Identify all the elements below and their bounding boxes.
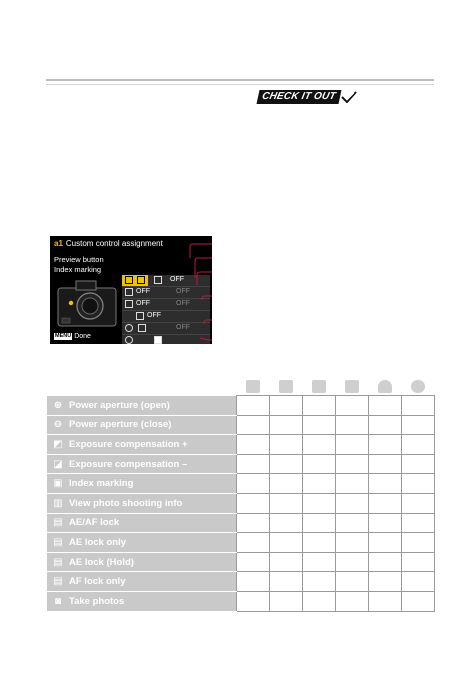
power-aperture-open-icon: ⊕ <box>53 399 63 411</box>
table-cell <box>237 572 270 592</box>
table-row <box>47 474 435 494</box>
preview-button-icon <box>246 380 260 393</box>
row-label: Take photos <box>69 595 125 607</box>
table-cell <box>369 513 402 533</box>
table-cell <box>402 552 435 572</box>
row-label: AE/AF lock <box>69 517 120 529</box>
table-cell <box>369 572 402 592</box>
table-row <box>47 552 435 572</box>
table-header-row <box>47 378 435 396</box>
table-cell <box>270 454 303 474</box>
table-cell <box>369 415 402 435</box>
menu-subtitle-1: Preview button <box>54 255 104 264</box>
table-cell <box>237 513 270 533</box>
table-cell <box>402 415 435 435</box>
row-label-cell <box>47 474 237 494</box>
table-cell <box>336 572 369 592</box>
index-marking-icon: ▣ <box>53 478 63 490</box>
table-cell <box>402 493 435 513</box>
take-photos-icon: ◙ <box>54 595 62 607</box>
table-cell <box>402 454 435 474</box>
row-label: Power aperture (open) <box>69 399 170 411</box>
table-cell <box>336 474 369 494</box>
table-cell <box>303 591 336 611</box>
table-cell <box>402 474 435 494</box>
exposure-comp-plus-icon: ◩ <box>53 438 63 450</box>
function-assignment-table <box>46 378 435 612</box>
table-cell <box>369 493 402 513</box>
callout-line-3 <box>197 272 212 285</box>
row-label: Power aperture (close) <box>69 419 172 431</box>
callout-line-4 <box>202 296 212 300</box>
ae-af-lock-icon: ▤ <box>53 517 63 529</box>
row-label-cell <box>47 415 237 435</box>
menu-title: a1 Custom control assignment <box>54 239 163 248</box>
table-row <box>47 572 435 592</box>
table-cell <box>303 474 336 494</box>
table-cell <box>270 396 303 416</box>
callout-line-2 <box>195 258 212 278</box>
table-row <box>47 533 435 553</box>
table-cell <box>237 474 270 494</box>
row-label-cell <box>47 533 237 553</box>
af-lock-only-icon: ▤ <box>53 576 63 588</box>
table-cell <box>270 513 303 533</box>
table-cell <box>270 474 303 494</box>
fn-button-icon <box>279 380 293 393</box>
menu-row-4[interactable]: OFF <box>122 311 210 323</box>
table-cell <box>237 415 270 435</box>
table-cell <box>303 552 336 572</box>
table-cell <box>237 552 270 572</box>
ae-lock-hold-icon: ▤ <box>53 556 63 568</box>
callout-line-5 <box>204 320 212 324</box>
callout-line-6 <box>200 338 212 340</box>
table-cell <box>369 533 402 553</box>
exposure-comp-minus-icon: ◪ <box>53 458 63 470</box>
table-cell <box>270 572 303 592</box>
table-cell <box>369 454 402 474</box>
row-label-cell <box>47 454 237 474</box>
table-row <box>47 435 435 455</box>
table-cell <box>303 533 336 553</box>
sub-selector-icon <box>312 380 326 393</box>
table-cell <box>336 513 369 533</box>
table-cell <box>402 572 435 592</box>
table-cell <box>336 591 369 611</box>
table-cell <box>237 454 270 474</box>
table-row <box>47 396 435 416</box>
table-cell <box>270 552 303 572</box>
table-cell <box>237 396 270 416</box>
row-label: Exposure compensation – <box>69 458 188 470</box>
af-on-icon <box>345 380 359 393</box>
row-label: View photo shooting info <box>69 497 183 509</box>
table-cell <box>270 415 303 435</box>
lens-button-icon <box>378 380 392 393</box>
table-row <box>47 591 435 611</box>
table-cell <box>303 493 336 513</box>
table-cell <box>270 591 303 611</box>
table-row <box>47 415 435 435</box>
table-cell <box>270 533 303 553</box>
ae-lock-only-icon: ▤ <box>53 536 63 548</box>
table-cell <box>402 513 435 533</box>
menu-row-3[interactable]: OFF OFF <box>122 299 210 311</box>
table-cell <box>303 415 336 435</box>
row-label-cell <box>47 513 237 533</box>
table-cell <box>402 533 435 553</box>
table-cell <box>270 435 303 455</box>
table-cell <box>303 572 336 592</box>
table-cell <box>336 533 369 553</box>
table-cell <box>402 396 435 416</box>
row-label: Index marking <box>69 478 134 490</box>
row-label-cell <box>47 572 237 592</box>
table-cell <box>303 396 336 416</box>
row-label-cell <box>47 493 237 513</box>
table-cell <box>336 493 369 513</box>
row-label-cell <box>47 396 237 416</box>
table-cell <box>270 493 303 513</box>
table-cell <box>402 435 435 455</box>
row-label-cell <box>47 591 237 611</box>
row-label-cell <box>47 435 237 455</box>
table-cell <box>336 396 369 416</box>
callout-line-1 <box>190 244 212 258</box>
badge-label: CHECK IT OUT <box>257 90 341 104</box>
table-cell <box>237 435 270 455</box>
table-cell <box>303 435 336 455</box>
table-row <box>47 513 435 533</box>
row-label: AE lock (Hold) <box>69 556 134 568</box>
row-label: AF lock only <box>69 576 126 588</box>
done-hint: MENU Done <box>55 333 91 340</box>
table-cell <box>369 435 402 455</box>
row-label: AE lock only <box>69 536 127 548</box>
table-cell <box>402 591 435 611</box>
bkt-button-icon <box>411 380 425 393</box>
table-row <box>47 493 435 513</box>
table-row <box>47 454 435 474</box>
menu-row-2[interactable]: OFF OFF <box>122 287 210 299</box>
menu-code: a1 <box>54 239 63 248</box>
table-cell <box>303 513 336 533</box>
table-cell <box>237 591 270 611</box>
photo-info-icon: ▥ <box>53 497 63 509</box>
table-cell <box>237 533 270 553</box>
table-cell <box>369 396 402 416</box>
power-aperture-close-icon: ⊖ <box>53 419 63 431</box>
table-cell <box>336 454 369 474</box>
table-cell <box>336 435 369 455</box>
menu-row-5[interactable]: OFF <box>122 323 210 335</box>
table-cell <box>369 552 402 572</box>
table-cell <box>303 454 336 474</box>
menu-row-1[interactable]: OFF <box>122 275 210 287</box>
table-cell <box>369 591 402 611</box>
table-cell <box>369 474 402 494</box>
table-cell <box>336 552 369 572</box>
table-cell <box>237 493 270 513</box>
table-cell <box>336 415 369 435</box>
row-label-cell <box>47 552 237 572</box>
row-label: Exposure compensation + <box>69 438 188 450</box>
menu-subtitle-2: Index marking <box>54 265 102 274</box>
